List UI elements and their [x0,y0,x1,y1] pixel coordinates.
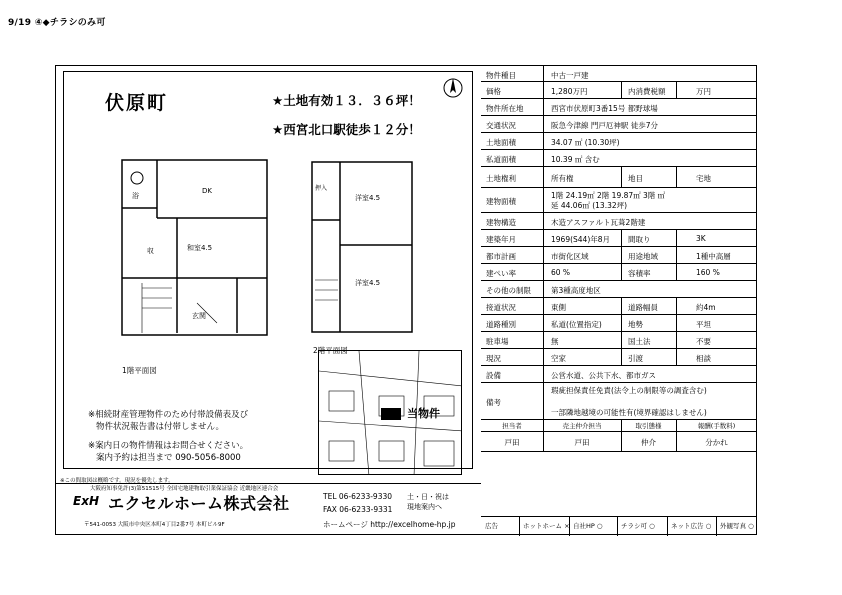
note-line-4: 案内予約は担当まで 090-5056-8000 [96,453,241,463]
row-value: 10.39 ㎡ 含む [551,154,600,164]
table-divider [543,66,544,81]
plan-disclaimer: ※この間取図は概略です。現況を優先します。 [60,478,174,484]
table-row [481,349,757,366]
table-row [481,264,757,281]
staff-header-row [481,420,757,432]
table-divider [621,264,622,280]
row-value: 1,280万円 [551,86,588,96]
row-value: 60 % [551,267,571,277]
table-divider [543,116,544,132]
hours-line-1: 土・日・祝は [407,493,449,501]
ad-item: ホットホーム × [523,522,570,530]
row-sub-label: 内消費税額 [628,86,666,96]
company-hours [407,492,449,512]
row-value: 東側 [551,302,566,312]
table-divider [519,517,520,536]
staff-value-cell: 戸田 [504,438,520,447]
row-value: 1階 24.19㎡ 2階 19.87㎡ 3階 ㎡ [551,191,666,200]
table-divider [543,366,544,382]
row-value: 市街化区域 [551,251,589,261]
row-value: 所有権 [551,173,574,183]
table-divider [676,230,677,246]
table-divider [667,517,668,536]
company-homepage[interactable]: ホームページ http://excelhome-hp.jp [323,520,456,529]
table-divider [676,264,677,280]
location-map [318,350,462,475]
row-label: 建物面積 [486,196,516,206]
table-divider [621,167,622,187]
table-row [481,281,757,298]
company-name: エクセルホーム株式会社 [108,494,290,513]
table-divider [569,517,570,536]
row-label: 道路種別 [486,319,516,329]
table-row [481,65,757,82]
table-divider [543,298,544,314]
table-row [481,150,757,167]
floor2-caption: 2階平面図 [313,346,348,355]
row-value: 私道(位置指定) [551,319,602,329]
staff-head-cell: 担当者 [502,422,522,430]
table-row [481,315,757,332]
row-value: 無 [551,336,559,346]
row-sub-label: 用途地域 [628,251,658,261]
table-divider [543,332,544,348]
room-label-entrance: 玄関 [192,312,206,320]
ad-permission-row [481,516,757,536]
row-label: 建物構造 [486,217,516,227]
row-value: 1969(S44)年8月 [551,234,611,244]
table-divider [676,167,677,187]
table-divider [543,167,544,187]
row-value: 公営水道、公共下水、都市ガス [551,370,656,380]
row-label: 都市計画 [486,251,516,261]
row-value: 阪急今津線 門戸厄神駅 徒歩7分 [551,120,659,130]
table-divider [716,517,717,536]
table-row [481,247,757,264]
hours-line-2: 現地案内へ [407,503,442,511]
row-sub-value: 160 % [696,267,720,277]
staff-value-cell: 分かれ [705,438,728,447]
ad-item: 外観写真 ○ [720,522,754,530]
table-row [481,332,757,349]
row-label: 物件所在地 [486,103,524,113]
row-value: 空家 [551,353,566,363]
row-value-secondary: 一部隣地越境の可能性有(境界確認はしません) [551,408,707,417]
staff-value-cell: 仲介 [641,438,656,447]
ad-label: 広告 [485,522,498,530]
table-divider [676,349,677,365]
header-text: 9/19 ④◆チラシのみ可 [8,18,106,28]
table-divider [621,82,622,98]
row-label: 接道状況 [486,302,516,312]
table-row [481,133,757,150]
company-tel: TEL 06-6233-9330 [323,492,393,501]
row-value: 瑕疵担保責任免責(法令上の制限等の調査含む) [551,386,707,395]
row-sub-label: 引渡 [628,353,643,363]
table-divider [621,247,622,263]
table-divider [543,230,544,246]
row-sub-value: 平坦 [696,319,711,329]
table-divider [676,315,677,331]
row-label: 私道面積 [486,154,516,164]
row-label: その他の制限 [486,285,531,295]
table-divider [543,247,544,263]
row-value: 中古一戸建 [551,70,589,80]
ad-item: ネット広告 ○ [671,522,712,530]
company-logo: ExH [73,494,99,508]
table-row [481,213,757,230]
row-sub-label: 地目 [628,173,643,183]
row-label: 交通状況 [486,120,516,130]
table-divider [621,332,622,348]
company-fax: FAX 06-6233-9331 [323,505,393,514]
row-sub-label: 地勢 [628,319,643,329]
row-label: 土地面積 [486,137,516,147]
table-divider [621,315,622,331]
table-divider [676,247,677,263]
table-divider [543,133,544,149]
table-divider [543,281,544,297]
ad-item: 自社HP ○ [573,522,603,530]
table-row [481,298,757,315]
table-row [481,99,757,116]
table-row [481,82,757,99]
table-divider [543,188,544,212]
table-divider [543,82,544,98]
room-label-2f-b: 洋室4.5 [355,279,381,287]
table-divider [543,383,544,419]
row-sub-value: 約4m [696,302,716,312]
row-value: 木造アスファルト瓦葺2階建 [551,217,646,227]
table-divider [543,264,544,280]
room-label-dk: DK [202,187,212,195]
staff-value-cell: 戸田 [574,438,590,447]
room-label-japanese: 和室4.5 [187,244,213,252]
highlight-station: ★西宮北口駅徒歩１２分！ [272,122,421,137]
row-sub-value: 相談 [696,353,711,363]
staff-head-cell: 取引態様 [635,422,662,430]
highlight-area: ★土地有効１３．３６坪！ [272,93,421,108]
row-label: 駐車場 [486,336,509,346]
row-label: 価格 [486,86,501,96]
room-label-2f-closet: 押入 [315,185,328,192]
table-divider [543,315,544,331]
note-line-1: ※相続財産管理物件のため付帯設備表及び [88,410,249,420]
table-divider [676,332,677,348]
row-sub-value: 3K [696,233,706,243]
floor-plan-1f [117,158,272,358]
ad-item: チラシ可 ○ [621,522,655,530]
north-arrow-icon [442,75,464,99]
table-divider [621,349,622,365]
table-divider [543,99,544,115]
map-property-label: 当物件 [407,407,440,420]
staff-head-cell: 売主仲介担当 [562,422,602,430]
table-divider [543,349,544,365]
table-divider [676,298,677,314]
row-label: 備考 [486,397,501,407]
row-label: 物件種目 [486,70,516,80]
row-value-secondary: 延 44.06㎡ (13.32坪) [551,201,628,210]
room-label-2f-a: 洋室4.5 [355,194,381,202]
row-sub-value: 宅地 [696,173,711,183]
row-sub-label: 国土法 [628,336,651,346]
table-row [481,188,757,213]
table-row [481,230,757,247]
table-divider [617,517,618,536]
floor1-caption: 1階平面図 [122,366,157,375]
floor-plan-2f [310,160,415,340]
note-line-3: ※案内日の物件情報はお問合せください。 [88,441,249,451]
license-line: 大阪府知事免許(3)第51515号 全国宅地建物取引業保証協会 近畿地区連合会 [90,486,279,492]
room-label-storage: 収 [147,247,154,255]
row-sub-value: 不要 [696,336,711,346]
row-sub-label: 間取り [628,234,651,244]
table-divider [676,82,677,98]
note-line-2: 物件状況報告書は付帯しません。 [96,422,225,432]
table-divider [621,298,622,314]
company-address: 〒541-0053 大阪市中央区本町4丁目2番7号 本町ビル9F [84,522,225,528]
row-label: 建築年月 [486,234,516,244]
table-row [481,116,757,133]
row-label: 建ぺい率 [486,268,516,278]
row-sub-label: 容積率 [628,268,651,278]
staff-value-row [481,432,757,452]
table-row [481,366,757,383]
table-divider [543,213,544,229]
room-label-bath: 浴 [132,192,139,200]
row-label: 現況 [486,353,501,363]
table-row [481,383,757,420]
row-value: 第3種高度地区 [551,285,601,295]
row-sub-value: 万円 [696,86,711,96]
staff-head-cell: 報酬(手数料) [697,422,736,430]
row-label: 土地権利 [486,173,516,183]
row-value: 34.07 ㎡ (10.30坪) [551,137,620,147]
row-value: 西宮市伏原町3番15号 都野球場 [551,103,658,113]
table-divider [621,230,622,246]
row-sub-value: 1種中高層 [696,251,731,261]
row-sub-label: 道路幅員 [628,302,658,312]
row-label: 設備 [486,370,501,380]
map-drawing [319,351,462,475]
table-row [481,167,757,188]
table-divider [543,150,544,166]
town-name: 伏原町 [105,92,169,114]
